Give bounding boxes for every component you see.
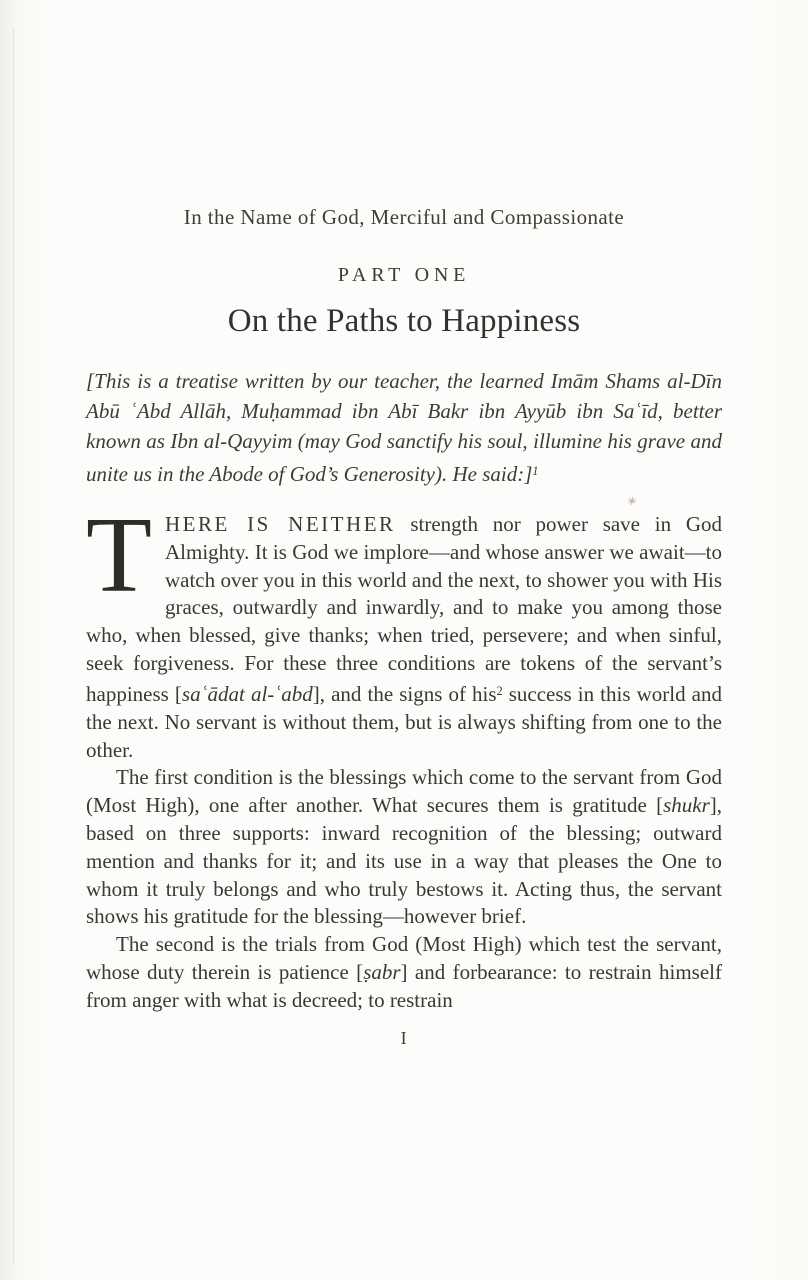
paragraph-second-condition: The second is the trials from God (Most High) which test the servant, whose duty therein is patience [ṣabr] and forbearance: to restrain himself from anger with what is decreed; to restrain: [86, 932, 723, 1012]
part-label: PART ONE: [337, 264, 471, 286]
bismillah-line: In the Name of God, Merciful and Compassionate: [183, 205, 625, 229]
ink-speck-artifact: ✳: [626, 495, 638, 509]
editorial-note: [This is a treatise written by our teacher, the learned Imām Shams al-Dīn Abū ʿAbd Allāh, Muḥammad ibn Abī Bakr ibn Ayyūb ibn Saʿīd, better known as Ibn al-Qayyim (may God sanctify his soul, illumine his grave and unite us in the Abode of God’s Generosity). He said:]$^1$: [86, 369, 722, 487]
paragraph-opening: THERE IS NEITHER strength nor power save in God Almighty. It is God we implore—and whose answer we await—to watch over you in this world and the next, to shower you with His graces, outwardly and inwardly, and to make you among those who, when blessed, give thanks; when tried, persevere; and when sinful, seek forgiveness. For these three conditions are tokens of the servant’s happiness [saʿādat al-ʿabd], and the signs of his$^2$ success in this world and the next. No servant is without them, but is always shifting from one to the other.: [86, 496, 722, 762]
chapter-title: On the Paths to Happiness: [227, 303, 581, 339]
body-text: [86, 495, 723, 1014]
page-number: I: [400, 1027, 408, 1048]
page-edge-shadow: [13, 28, 14, 1264]
drop-cap: T: [86, 496, 152, 616]
paragraph-first-condition: The first condition is the blessings which come to the servant from God (Most High), one after another. What secures them is gratitude [shukr], based on three supports: inward recognition of the blessing; outward mention and thanks for it; and its use in a way that pleases the One to whom it truly belongs and who truly bestows it. Acting thus, the servant shows his gratitude for the blessing—however brief.: [86, 765, 722, 929]
